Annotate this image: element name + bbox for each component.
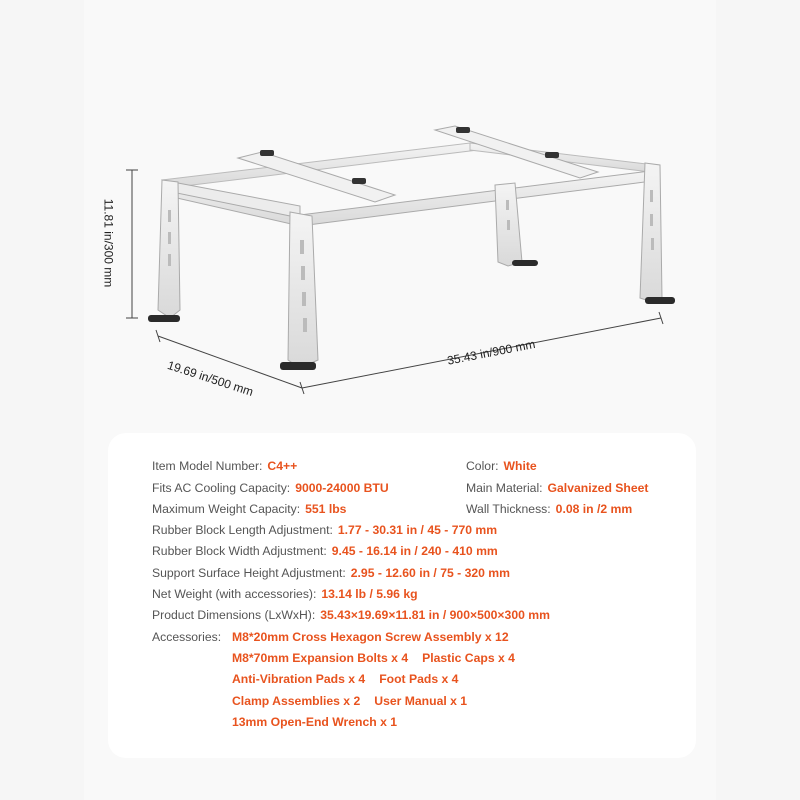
spec-value: 35.43×19.69×11.81 in / 900×500×300 mm: [320, 608, 550, 622]
spec-label: Fits AC Cooling Capacity:: [152, 481, 291, 495]
spec-value: 551 lbs: [305, 502, 347, 516]
accessory-item: M8*20mm Cross Hexagon Screw Assembly x 12: [232, 630, 509, 644]
accessory-item: User Manual x 1: [374, 694, 468, 708]
spec-weight-capacity: [152, 502, 346, 516]
spec-label: Support Surface Height Adjustment:: [152, 566, 346, 580]
accessory-line: [232, 715, 411, 729]
spec-value: C4++: [267, 459, 298, 473]
spec-value: 9000-24000 BTU: [295, 481, 389, 495]
spec-label: Product Dimensions (LxWxH):: [152, 608, 316, 622]
spec-color: [466, 459, 537, 473]
spec-value: 13.14 lb / 5.96 kg: [321, 587, 418, 601]
accessory-item: Foot Pads x 4: [379, 672, 459, 686]
spec-width-adjustment: [152, 544, 498, 558]
width-dimension-label: 35.43 in/900 mm: [446, 336, 537, 368]
accessory-line: [232, 672, 472, 686]
spec-accessories-label: Accessories:: [152, 630, 222, 644]
spec-value: White: [503, 459, 537, 473]
spec-value: 1.77 - 30.31 in / 45 - 770 mm: [337, 523, 498, 537]
spec-label: Item Model Number:: [152, 459, 263, 473]
accessory-item: 13mm Open-End Wrench x 1: [232, 715, 398, 729]
spec-label: Net Weight (with accessories):: [152, 587, 317, 601]
accessory-item: Anti-Vibration Pads x 4: [232, 672, 366, 686]
accessory-item: M8*70mm Expansion Bolts x 4: [232, 651, 409, 665]
accessory-line: [232, 630, 523, 644]
spec-model: [152, 459, 297, 473]
spec-label: Rubber Block Length Adjustment:: [152, 523, 333, 537]
spec-label: Wall Thickness:: [466, 502, 551, 516]
accessory-line: [232, 651, 529, 665]
spec-product-dimensions: [152, 608, 550, 622]
spec-material: [466, 481, 648, 495]
spec-cooling: [152, 481, 389, 495]
spec-wall-thickness: [466, 502, 632, 516]
spec-label: Color:: [466, 459, 499, 473]
accessory-item: Plastic Caps x 4: [422, 651, 515, 665]
spec-label: Main Material:: [466, 481, 543, 495]
spec-label: Rubber Block Width Adjustment:: [152, 544, 327, 558]
spec-net-weight: [152, 587, 418, 601]
spec-length-adjustment: [152, 523, 497, 537]
spec-value: Galvanized Sheet: [547, 481, 649, 495]
spec-height-adjustment: [152, 566, 510, 580]
spec-label: Maximum Weight Capacity:: [152, 502, 301, 516]
spec-value: 2.95 - 12.60 in / 75 - 320 mm: [350, 566, 510, 580]
depth-dimension-label: 19.69 in/500 mm: [165, 358, 256, 399]
spec-value: 9.45 - 16.14 in / 240 - 410 mm: [331, 544, 498, 558]
accessory-line: [232, 694, 481, 708]
height-dimension-label: 11.81 in/300 mm: [101, 198, 116, 288]
accessory-item: Clamp Assemblies x 2: [232, 694, 361, 708]
spec-value: 0.08 in /2 mm: [555, 502, 633, 516]
